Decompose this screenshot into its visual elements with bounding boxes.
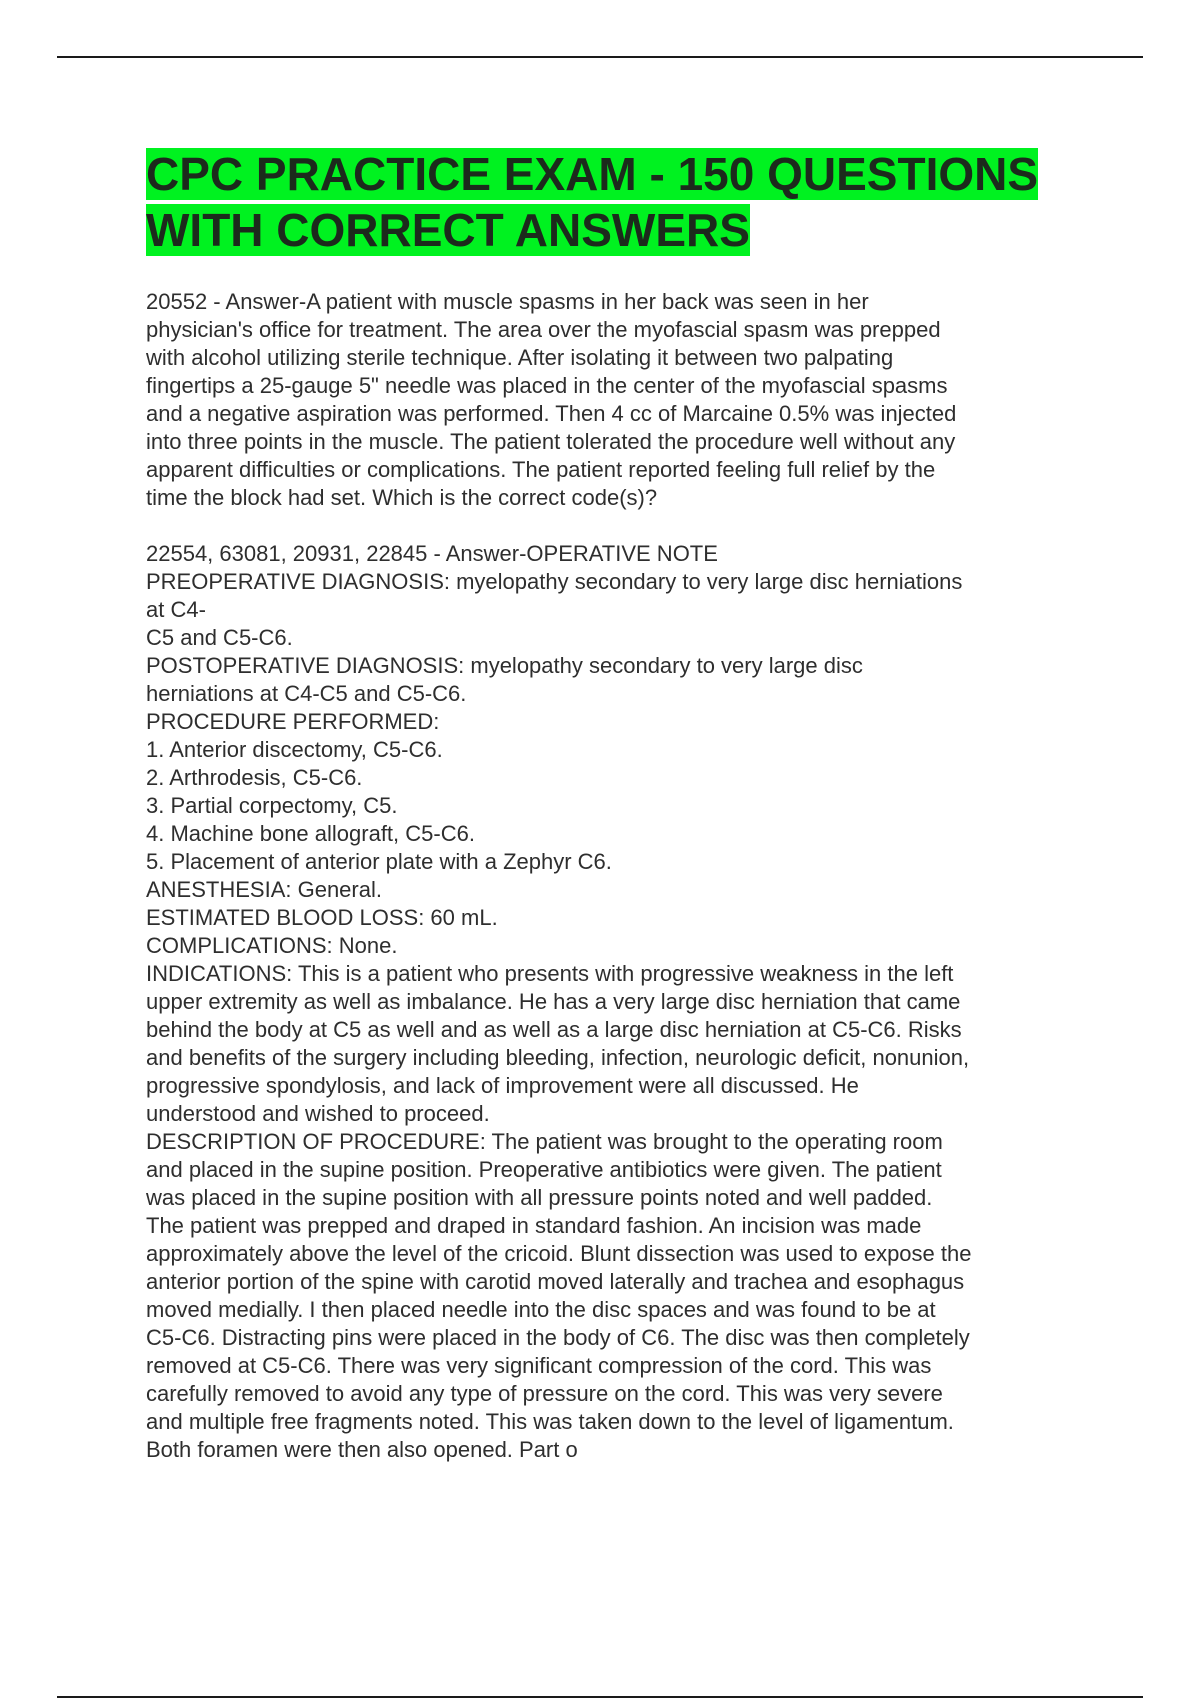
bottom-divider	[57, 1696, 1143, 1698]
title-highlight: CPC PRACTICE EXAM - 150 QUESTIONS WITH CORRECT ANSWERS	[146, 148, 1039, 256]
question-entry-2: 22554, 63081, 20931, 22845 - Answer-OPERATIVE NOTE PREOPERATIVE DIAGNOSIS: myelopathy secondary to very large disc herniations at C4- C5 and C5-C6. POSTOPERATIVE DIAGNOSIS: myelopathy secondary to very large disc herniations at C4-C5 and C5-C6. PROCEDURE PERFORMED: 1. Anterior discectomy, C5-C6. 2. Arthrodesis, C5-C6. 3. Partial corpectomy, C5. 4. Machine bone allograft, C5-C6. 5. Placement of anterior plate with a Zephyr C6. ANESTHESIA: General. ESTIMATED BLOOD LOSS: 60 mL. COMPLICATIONS: None. INDICATIONS: This is a patient who presents with progressive weakness in the left upper extremity as well as imbalance. He has a very large disc herniation that came behind the body at C5 as well and as well as a large disc herniation at C5-C6. Risks and benefits of the surgery including bleeding, infection, neurologic deficit, nonunion, progressive spondylosis, and lack of improvement were all discussed. He understood and wished to proceed. DESCRIPTION OF PROCEDURE: The patient was brought to the operating room and placed in the supine position. Preoperative antibiotics were given. The patient was placed in the supine position with all pressure points noted and well padded. The patient was prepped and draped in standard fashion. An incision was made approximately above the level of the cricoid. Blunt dissection was used to expose the anterior portion of the spine with carotid moved laterally and trachea and esophagus moved medially. I then placed needle into the disc spaces and was found to be at C5-C6. Distracting pins were placed in the body of C6. The disc was then completely removed at C5-C6. There was very significant compression of the cord. This was carefully removed to avoid any type of pressure on the cord. This was very severe and multiple free fragments noted. This was taken down to the level of ligamentum. Both foramen were then also opened. Part o	[146, 541, 972, 1462]
document-body	[146, 146, 1066, 1464]
document-title	[146, 146, 1066, 258]
top-divider	[57, 56, 1143, 58]
question-entry-1: 20552 - Answer-A patient with muscle spasms in her back was seen in her physician's office for treatment. The area over the myofascial spasm was prepped with alcohol utilizing sterile technique. After isolating it between two palpating fingertips a 25-gauge 5" needle was placed in the center of the myofascial spasms and a negative aspiration was performed. Then 4 cc of Marcaine 0.5% was injected into three points in the muscle. The patient tolerated the procedure well without any apparent difficulties or complications. The patient reported feeling full relief by the time the block had set. Which is the correct code(s)?	[146, 289, 957, 510]
